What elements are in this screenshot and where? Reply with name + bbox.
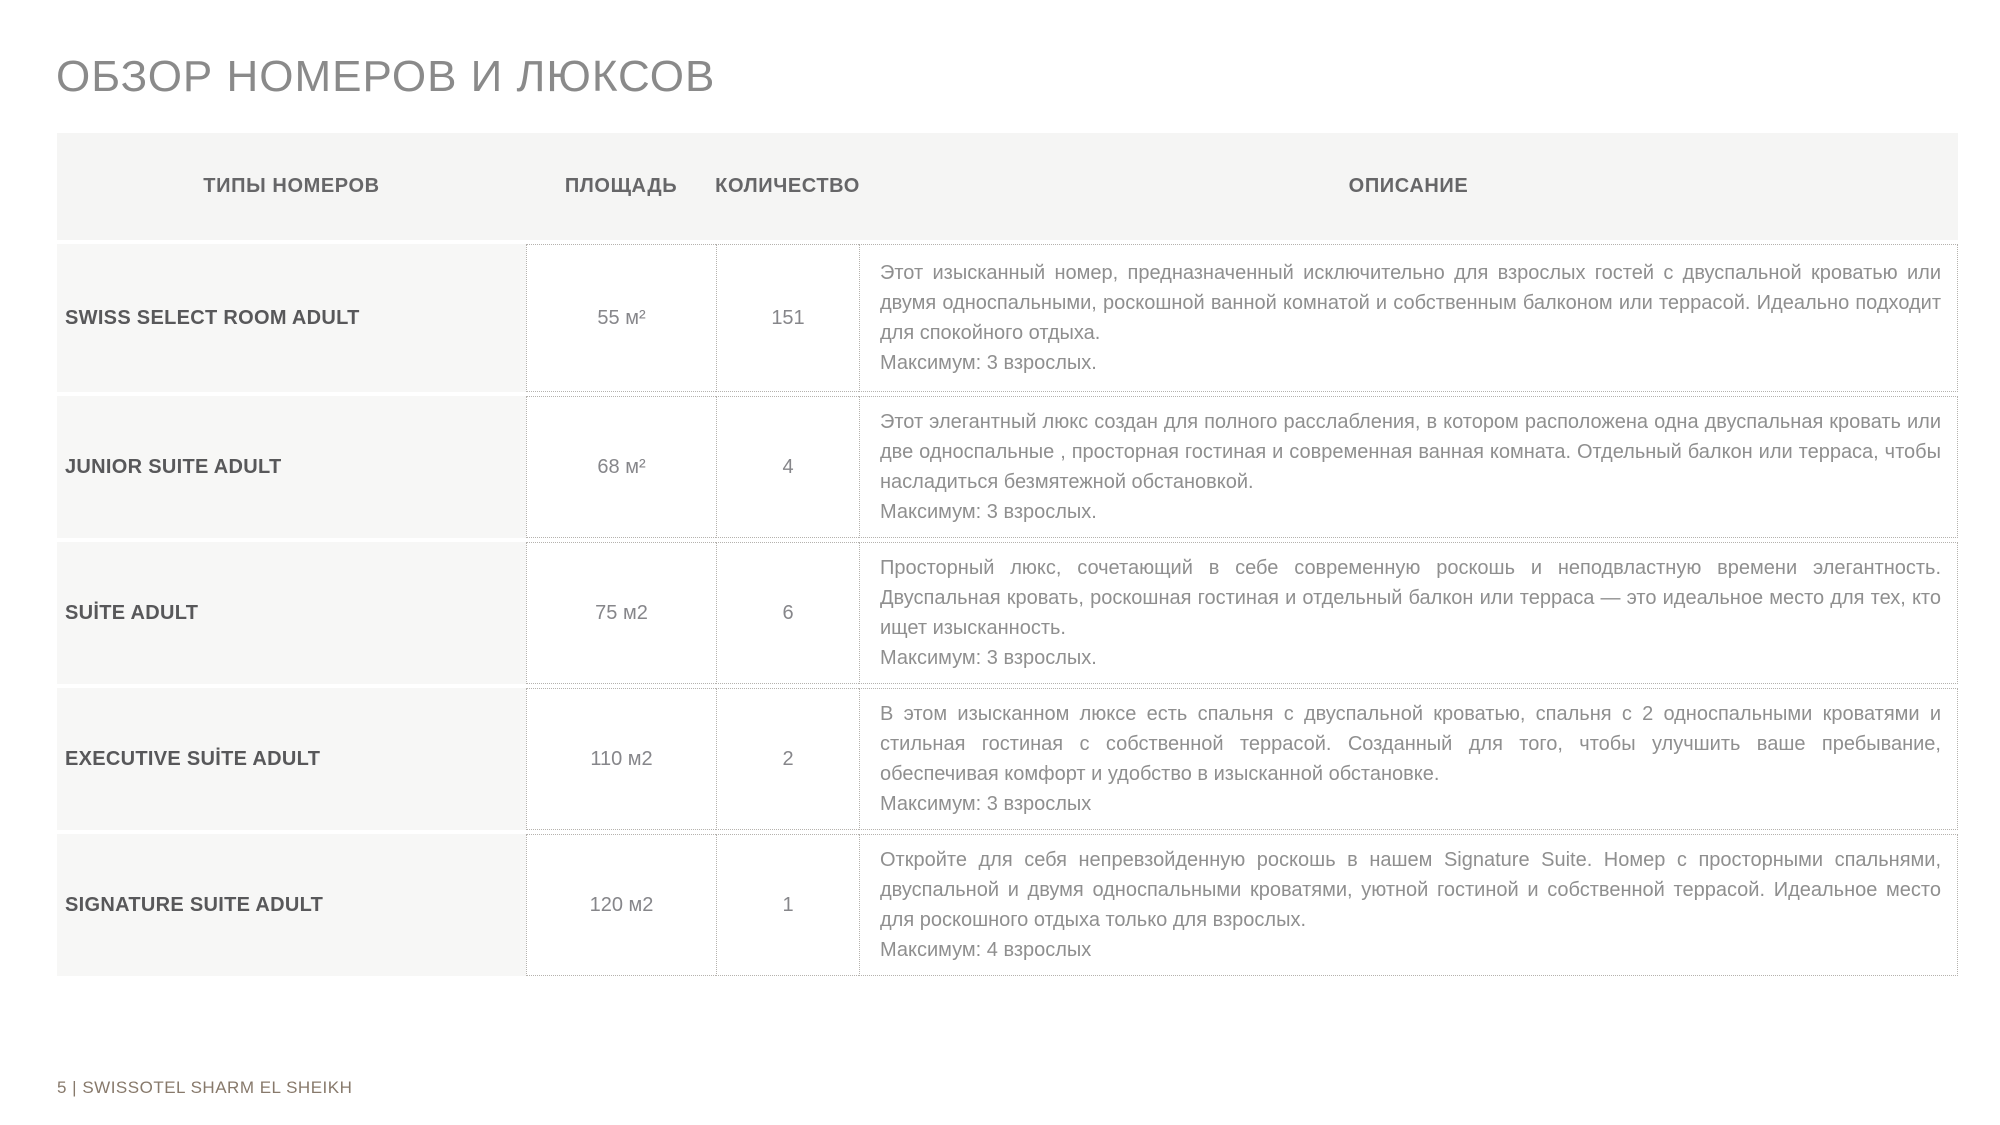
table-row	[57, 834, 1958, 976]
description-text: Откройте для себя непревзойденную роскошь в нашем Signature Suite. Номер с просторными спальнями, двуспальной и двумя односпальными кроватями, уютной гостиной и собственной террасой. Идеальное место для роскошного отдыха только для взрослых.	[880, 849, 1941, 931]
col-header-quantity: КОЛИЧЕСТВО	[715, 175, 860, 197]
table-row	[57, 244, 1958, 392]
quantity-cell: 151	[716, 244, 859, 392]
description-cell	[859, 834, 1958, 976]
description-text: В этом изысканном люксе есть спальня с двуспальной кроватью, спальня с 2 односпальными кроватями и стильная гостиная с собственной террасой. Созданный для того, чтобы улучшить ваше пребывание, обеспечивая комфорт и удобство в изысканной обстановке.	[880, 703, 1941, 785]
quantity-cell: 1	[716, 834, 859, 976]
room-type-cell: SWISS SELECT ROOM ADULT	[57, 244, 526, 392]
description-text: Этот изысканный номер, предназначенный исключительно для взрослых гостей с двуспальной кроватью или двумя односпальными, роскошной ванной комнатой и собственным балконом или террасой. Идеально подходит для спокойного отдыха.	[880, 262, 1941, 344]
quantity-cell: 6	[716, 542, 859, 684]
area-cell: 110 м2	[526, 688, 716, 830]
description-text: Этот элегантный люкс создан для полного расслабления, в котором расположена одна двуспальная кровать или две односпальные , просторная гостиная и современная ванная комната. Отдельный балкон или терраса, чтобы насладиться безмятежной обстановкой.	[880, 411, 1941, 493]
slide-footer	[57, 1078, 352, 1098]
max-occupancy-text: Максимум: 3 взрослых.	[880, 647, 1097, 669]
table-header-row	[57, 133, 1958, 240]
max-occupancy-text: Максимум: 3 взрослых.	[880, 501, 1097, 523]
area-cell: 75 м2	[526, 542, 716, 684]
max-occupancy-text: Максимум: 3 взрослых	[880, 793, 1092, 815]
col-header-description: ОПИСАНИЕ	[1348, 175, 1469, 197]
description-cell	[859, 396, 1958, 538]
max-occupancy-text: Максимум: 3 взрослых.	[880, 352, 1097, 374]
area-cell: 120 м2	[526, 834, 716, 976]
rooms-table	[57, 133, 1958, 976]
max-occupancy-text: Максимум: 4 взрослых	[880, 939, 1092, 961]
room-type-cell: SUİTE ADULT	[57, 542, 526, 684]
description-cell	[859, 244, 1958, 392]
description-cell	[859, 688, 1958, 830]
table-row	[57, 688, 1958, 830]
description-text: Просторный люкс, сочетающий в себе современную роскошь и неподвластную времени элегантность. Двуспальная кровать, роскошная гостиная и отдельный балкон или терраса — это идеальное место для тех, кто ищет изысканность.	[880, 557, 1941, 639]
room-type-cell: EXECUTIVE SUİTE ADULT	[57, 688, 526, 830]
table-row	[57, 542, 1958, 684]
col-header-area: ПЛОЩАДЬ	[564, 175, 678, 197]
quantity-cell: 2	[716, 688, 859, 830]
table-row	[57, 396, 1958, 538]
room-type-cell: JUNIOR SUITE ADULT	[57, 396, 526, 538]
area-cell: 55 м²	[526, 244, 716, 392]
quantity-cell: 4	[716, 396, 859, 538]
page-title: ОБЗОР НОМЕРОВ И ЛЮКСОВ	[56, 52, 716, 101]
description-cell	[859, 542, 1958, 684]
page-number-and-hotel-name: 5 | SWISSOTEL SHARM EL SHEIKH	[57, 1078, 353, 1097]
area-cell: 68 м²	[526, 396, 716, 538]
col-header-room-types: ТИПЫ НОМЕРОВ	[203, 175, 380, 197]
room-type-cell: SIGNATURE SUITE ADULT	[57, 834, 526, 976]
